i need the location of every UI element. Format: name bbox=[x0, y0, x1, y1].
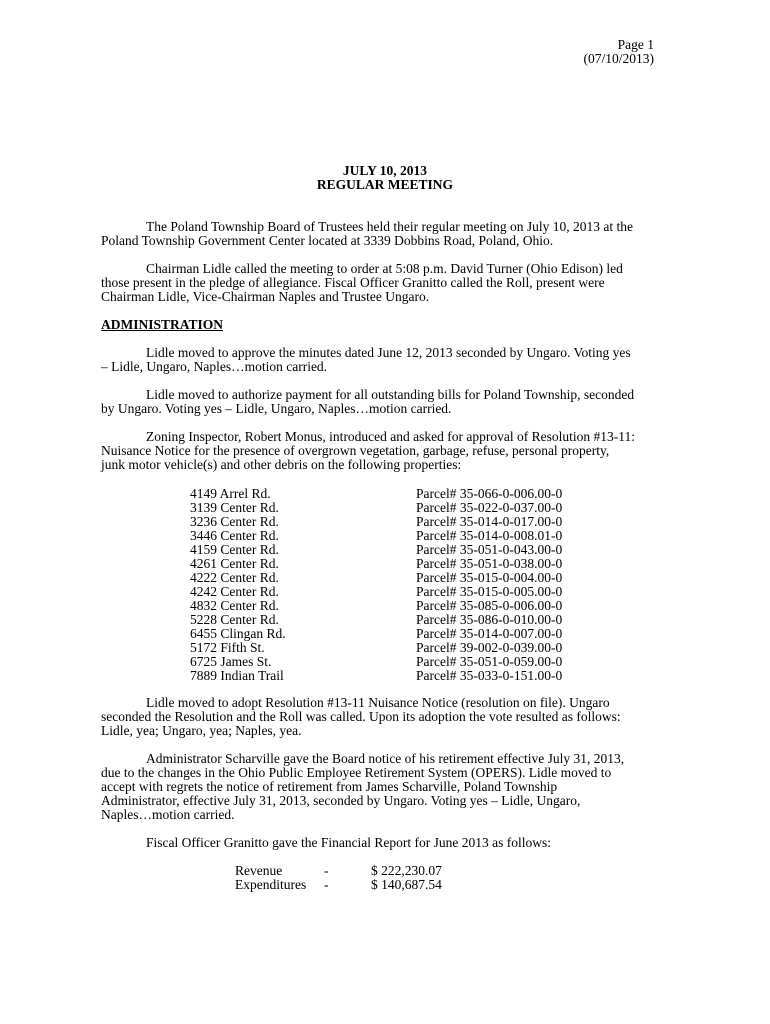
property-address: 3236 Center Rd. bbox=[190, 514, 279, 529]
property-parcel: Parcel# 35-014-0-017.00-0 bbox=[416, 514, 563, 529]
property-row bbox=[0, 585, 770, 599]
intro-line: The Poland Township Board of Trustees held their regular meeting on July 10, 2013 at the bbox=[146, 219, 633, 234]
property-parcel: Parcel# 35-014-0-007.00-0 bbox=[416, 626, 563, 641]
retirement-line: Naples…motion carried. bbox=[101, 807, 235, 822]
financial-intro-paragraph bbox=[101, 836, 699, 850]
financial-row bbox=[0, 864, 770, 878]
property-parcel: Parcel# 35-051-0-043.00-0 bbox=[416, 542, 563, 557]
resolution-line: Lidle moved to adopt Resolution #13-11 Nuisance Notice (resolution on file). Ungaro bbox=[146, 695, 610, 710]
property-parcel: Parcel# 35-022-0-037.00-0 bbox=[416, 500, 563, 515]
property-address: 4159 Center Rd. bbox=[190, 542, 279, 557]
meeting-type-title: REGULAR MEETING bbox=[316, 177, 454, 192]
property-row bbox=[0, 501, 770, 515]
property-parcel: Parcel# 35-015-0-004.00-0 bbox=[416, 570, 563, 585]
resolution-line: Lidle, yea; Ungaro, yea; Naples, yea. bbox=[101, 723, 302, 738]
bills-line: Lidle moved to authorize payment for all outstanding bills for Poland Township, seconded bbox=[146, 387, 635, 402]
bills-paragraph bbox=[101, 388, 699, 416]
retirement-paragraph bbox=[101, 752, 699, 822]
zoning-paragraph bbox=[101, 430, 699, 472]
property-row bbox=[0, 641, 770, 655]
intro-paragraph bbox=[101, 220, 699, 248]
call-to-order-line: Chairman Lidle called the meeting to order at 5:08 p.m. David Turner (Ohio Edison) led bbox=[146, 261, 623, 276]
property-parcel: Parcel# 39-002-0-039.00-0 bbox=[416, 640, 563, 655]
property-row bbox=[0, 557, 770, 571]
property-address: 7889 Indian Trail bbox=[190, 668, 284, 683]
financial-dash: - bbox=[324, 877, 329, 892]
retirement-line: accept with regrets the notice of retirement from James Scharville, Poland Township bbox=[101, 779, 558, 794]
property-row bbox=[0, 515, 770, 529]
property-parcel: Parcel# 35-086-0-010.00-0 bbox=[416, 612, 563, 627]
retirement-line: due to the changes in the Ohio Public Employee Retirement System (OPERS). Lidle moved to bbox=[101, 765, 612, 780]
property-row bbox=[0, 669, 770, 683]
property-parcel: Parcel# 35-015-0-005.00-0 bbox=[416, 584, 563, 599]
property-row bbox=[0, 487, 770, 501]
property-address: 4261 Center Rd. bbox=[190, 556, 279, 571]
page-header bbox=[584, 38, 655, 66]
page-number: Page 1 bbox=[617, 37, 654, 52]
bills-line: by Ungaro. Voting yes – Lidle, Ungaro, Naples…motion carried. bbox=[101, 401, 452, 416]
financial-row bbox=[0, 878, 770, 892]
minutes-paragraph bbox=[101, 346, 699, 374]
property-address: 5172 Fifth St. bbox=[190, 640, 265, 655]
resolution-paragraph bbox=[101, 696, 699, 738]
financial-label: Expenditures bbox=[235, 877, 307, 892]
retirement-line: Administrator, effective July 31, 2013, seconded by Ungaro. Voting yes – Lidle, Ungaro, bbox=[101, 793, 581, 808]
property-row bbox=[0, 655, 770, 669]
page-date: (07/10/2013) bbox=[583, 51, 654, 66]
property-address: 6455 Clingan Rd. bbox=[190, 626, 286, 641]
property-list bbox=[0, 487, 770, 683]
property-row bbox=[0, 543, 770, 557]
minutes-line: Lidle moved to approve the minutes dated June 12, 2013 seconded by Ungaro. Voting yes bbox=[146, 345, 631, 360]
property-row bbox=[0, 529, 770, 543]
property-address: 5228 Center Rd. bbox=[190, 612, 279, 627]
financial-dash: - bbox=[324, 863, 329, 878]
financial-amount: $ 140,687.54 bbox=[371, 877, 442, 892]
property-parcel: Parcel# 35-033-0-151.00-0 bbox=[416, 668, 563, 683]
property-parcel: Parcel# 35-066-0-006.00-0 bbox=[416, 486, 563, 501]
resolution-line: seconded the Resolution and the Roll was called. Upon its adoption the vote resulted as follows: bbox=[101, 709, 621, 724]
zoning-line: junk motor vehicle(s) and other debris on the following properties: bbox=[101, 457, 462, 472]
property-address: 4222 Center Rd. bbox=[190, 570, 279, 585]
property-parcel: Parcel# 35-051-0-038.00-0 bbox=[416, 556, 563, 571]
financial-label: Revenue bbox=[235, 863, 283, 878]
retirement-line: Administrator Scharville gave the Board notice of his retirement effective July 31, 2013, bbox=[146, 751, 625, 766]
zoning-line: Nuisance Notice for the presence of overgrown vegetation, garbage, refuse, personal property, bbox=[101, 443, 610, 458]
meeting-date-title: JULY 10, 2013 bbox=[342, 163, 428, 178]
zoning-line: Zoning Inspector, Robert Monus, introduced and asked for approval of Resolution #13-11: bbox=[146, 429, 635, 444]
property-parcel: Parcel# 35-051-0-059.00-0 bbox=[416, 654, 563, 669]
property-address: 3139 Center Rd. bbox=[190, 500, 279, 515]
property-parcel: Parcel# 35-085-0-006.00-0 bbox=[416, 598, 563, 613]
property-address: 6725 James St. bbox=[190, 654, 272, 669]
call-to-order-line: Chairman Lidle, Vice-Chairman Naples and Trustee Ungaro. bbox=[101, 289, 430, 304]
property-row bbox=[0, 599, 770, 613]
minutes-line: – Lidle, Ungaro, Naples…motion carried. bbox=[101, 359, 328, 374]
property-address: 4149 Arrel Rd. bbox=[190, 486, 271, 501]
financial-intro-line: Fiscal Officer Granitto gave the Financial Report for June 2013 as follows: bbox=[146, 835, 552, 850]
property-row bbox=[0, 613, 770, 627]
call-to-order-line: those present in the pledge of allegiance. Fiscal Officer Granitto called the Roll, present were bbox=[101, 275, 605, 290]
administration-heading: ADMINISTRATION bbox=[101, 317, 224, 332]
property-parcel: Parcel# 35-014-0-008.01-0 bbox=[416, 528, 563, 543]
property-address: 4242 Center Rd. bbox=[190, 584, 279, 599]
property-row bbox=[0, 627, 770, 641]
financial-amount: $ 222,230.07 bbox=[371, 863, 442, 878]
intro-line: Poland Township Government Center located at 3339 Dobbins Road, Poland, Ohio. bbox=[101, 233, 554, 248]
property-row bbox=[0, 571, 770, 585]
call-to-order-paragraph bbox=[101, 262, 699, 304]
property-address: 4832 Center Rd. bbox=[190, 598, 279, 613]
property-address: 3446 Center Rd. bbox=[190, 528, 279, 543]
